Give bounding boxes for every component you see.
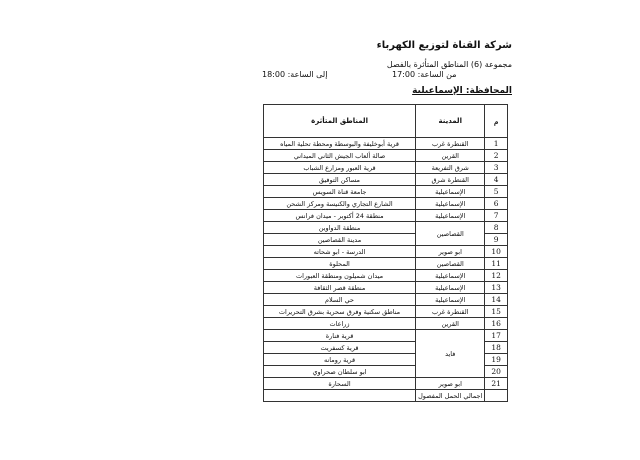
table-total-row xyxy=(264,390,508,402)
time-from: من الساعة: 17:00 xyxy=(392,70,457,79)
table-row: 14 الإسماعيلية حي السلام xyxy=(264,294,508,306)
company-name: شركة القناة لتوزيع الكهرباء xyxy=(376,40,512,51)
table-row: 3 شرق التفريعة قرية العبور ومزارع الشباب xyxy=(264,162,508,174)
table-row: 18 قرية كسفريت xyxy=(264,342,508,354)
table-row: 6 الإسماعيلية الشارع التجاري والكنيسة ومركز الشحن xyxy=(264,198,508,210)
table-row: 11 القصاصين المحلوة xyxy=(264,258,508,270)
header-city: المدينة xyxy=(416,105,485,138)
governorate-title: المحافظة: الإسماعيلية xyxy=(412,86,512,96)
table-row: 15 القنطرة غرب مناطق سكنية وفرق سحرية بشرق التحريرات xyxy=(264,306,508,318)
table-row: 21 ابو صوير السحارة xyxy=(264,378,508,390)
table-row: 7 الإسماعيلية منطقة 24 أكتوبر - ميدان فرانس xyxy=(264,210,508,222)
table-row: 19 قرية رومانه xyxy=(264,354,508,366)
header-num: م xyxy=(485,105,508,138)
table-row: 2 القرين صالة ألعاب الجيش الثاني الميداني xyxy=(264,150,508,162)
table-row: 9 مدينة القصاصين xyxy=(264,234,508,246)
affected-areas-table xyxy=(263,104,508,402)
table-row: 12 الإسماعيلية ميدان شميلون ومنطقة العبورات xyxy=(264,270,508,282)
total-label: اجمالي الحمل المفصول xyxy=(416,390,485,402)
group-line: مجموعة (6) المناطق المتأثرة بالفصل xyxy=(386,60,512,69)
table-header-row xyxy=(264,105,508,138)
table-row: 13 الإسماعيلية منطقة قصر الثقافة xyxy=(264,282,508,294)
time-to: إلى الساعة: 18:00 xyxy=(262,70,328,79)
table-row: 17 فايد قرية فنارة xyxy=(264,330,508,342)
table-row: 1 القنطرة غرب قرية أبوخليفة والبوسطة ومحطة تحلية المياه xyxy=(264,138,508,150)
table-row: 10 ابو صوير الدرسة - ابو شحاته xyxy=(264,246,508,258)
table-row: 4 القنطرة شرق مساكن التوفيق xyxy=(264,174,508,186)
table-row: 8 القصاصين منطقة الدواوين xyxy=(264,222,508,234)
header-areas: المناطق المتأثرة xyxy=(264,105,416,138)
table-row: 5 الإسماعيلية جامعة قناة السويس xyxy=(264,186,508,198)
table-row: 20 ابو سلطان صحراوي xyxy=(264,366,508,378)
table-row: 16 القرين زراعات xyxy=(264,318,508,330)
